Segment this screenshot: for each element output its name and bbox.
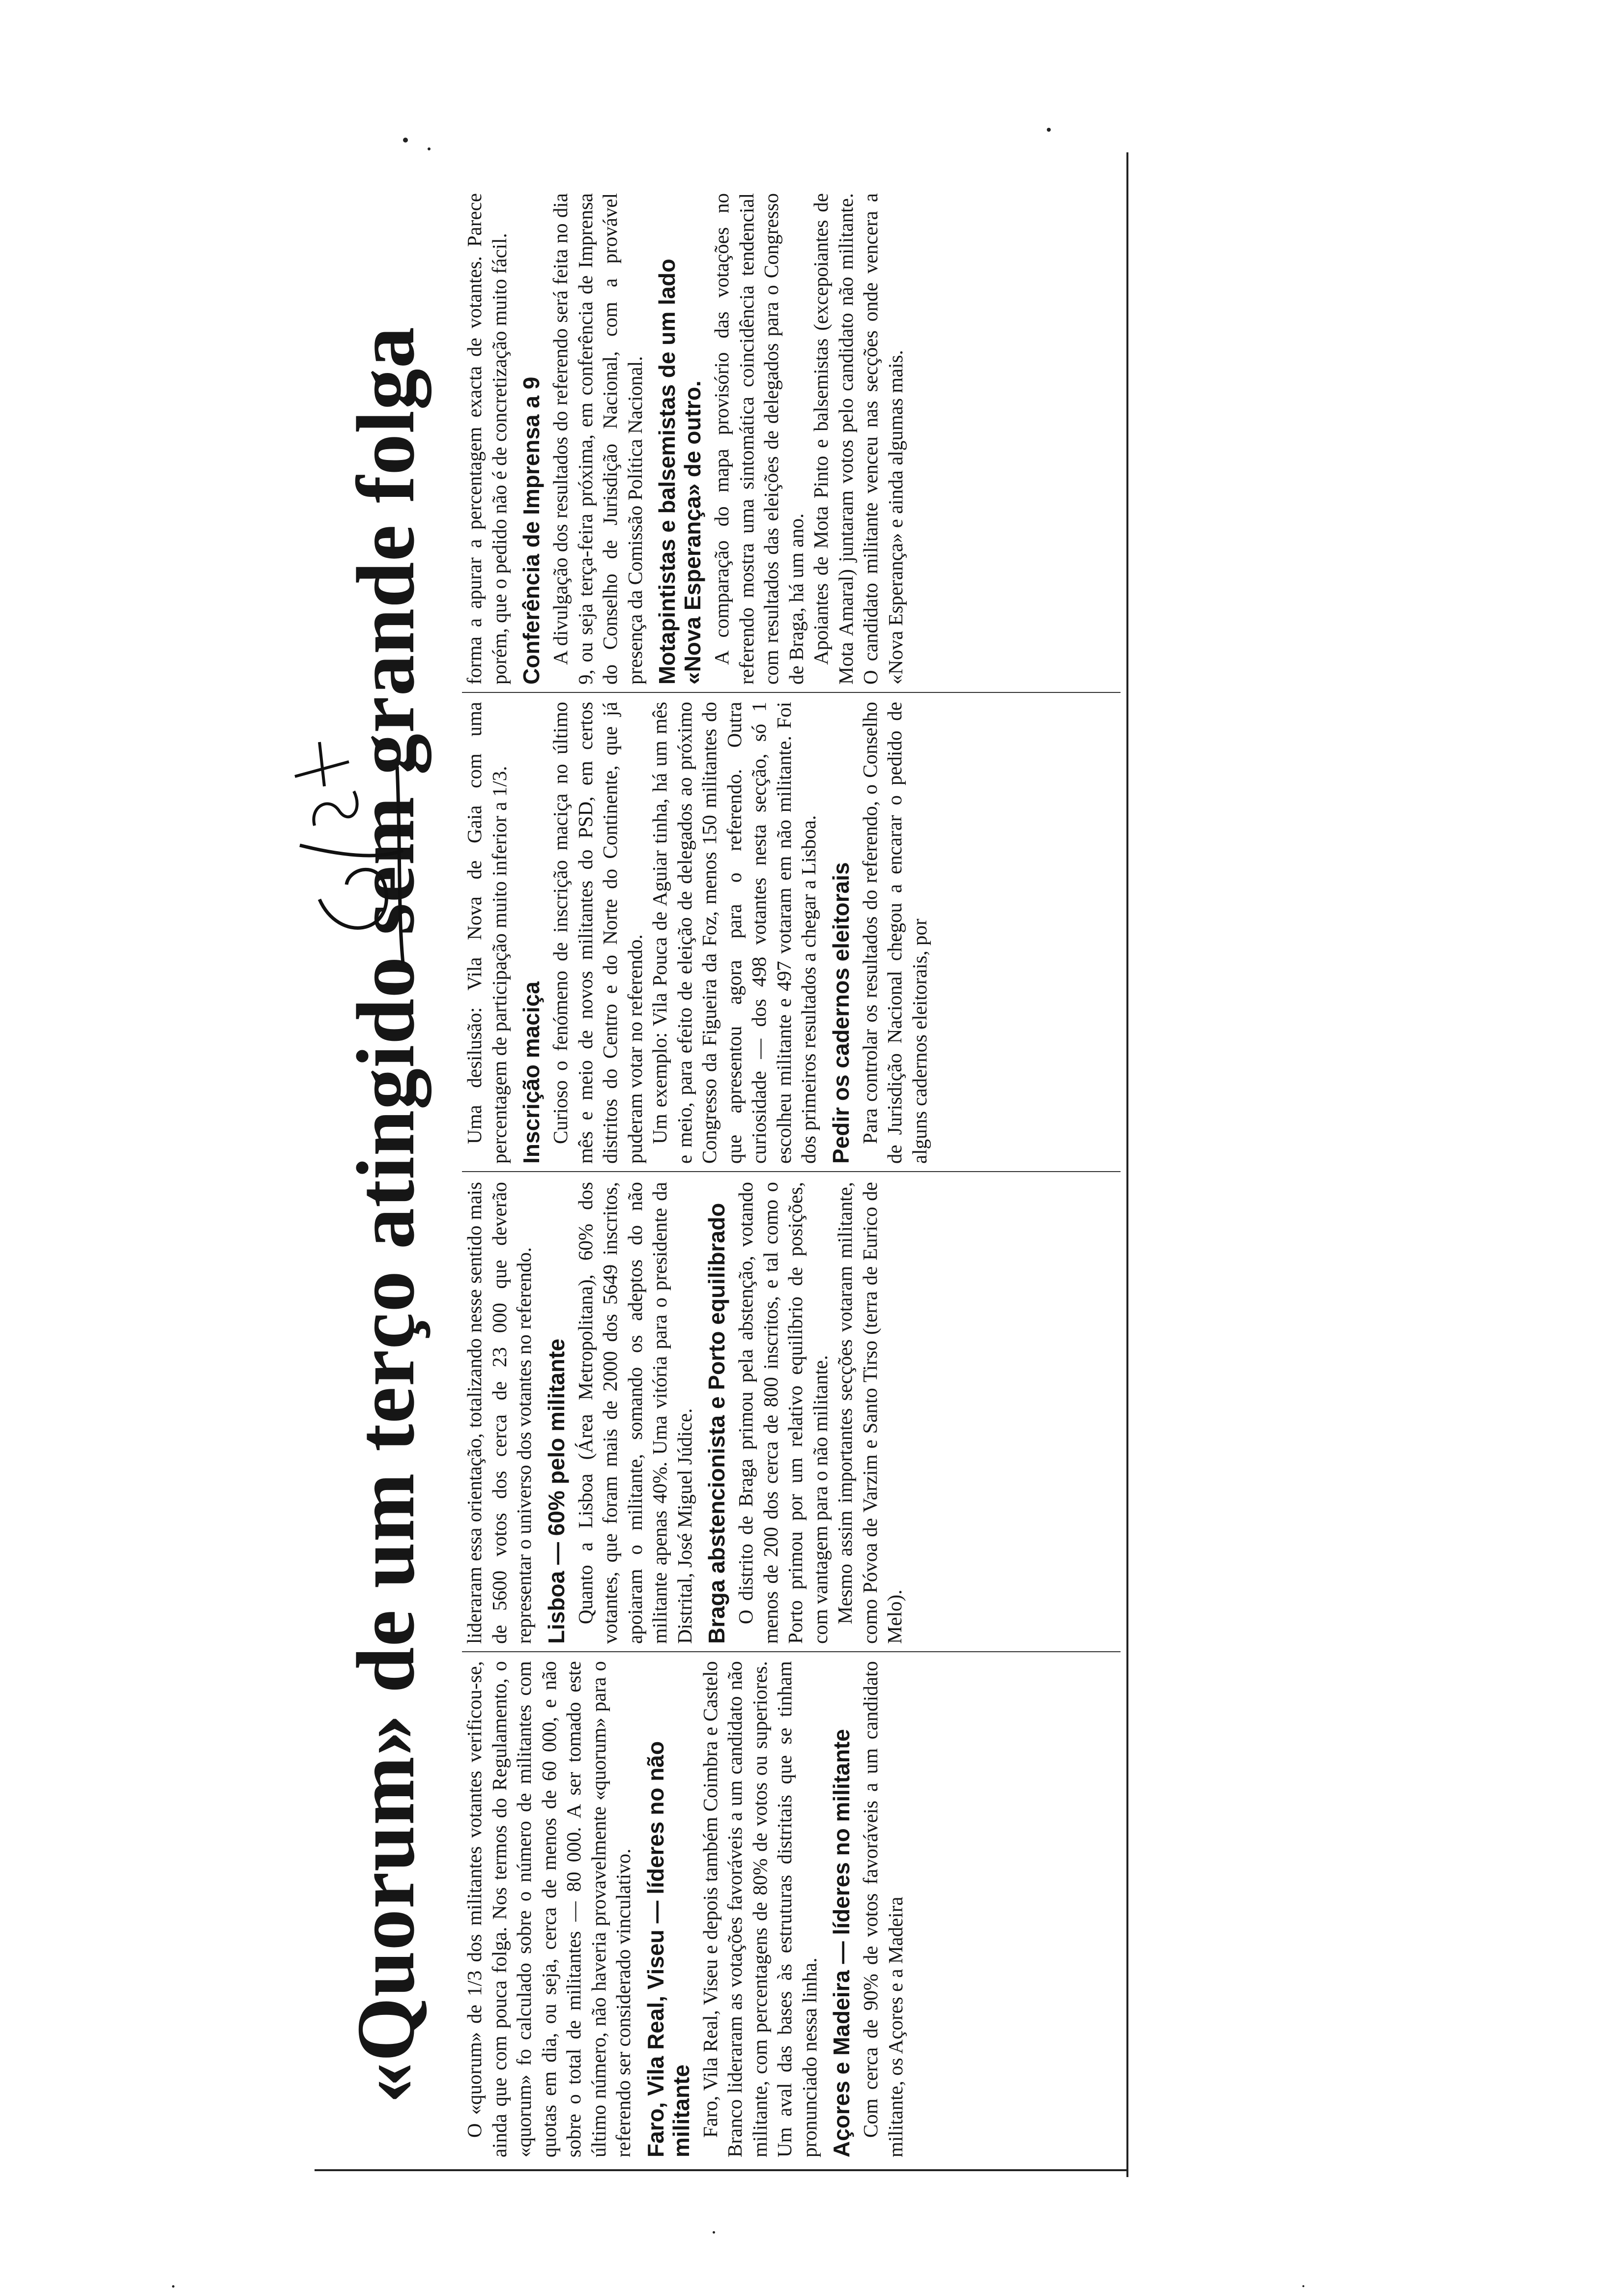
subheading: Lisboa — 60% pelo militante [543, 1338, 569, 1644]
paragraph: Um exemplo: Vila Pouca de Aguiar tinha, há um mês e meio, para efeito de eleição de delegados ao próximo Congresso da Figueira da Foz, menos 150 militantes do que apresentou agora para o referendo. Outra curiosidade — dos 498 votantes nesta secção, só 1 escolheu militante e 497 votaram em não militante. Foi dos primeiros resultados a chegar a Lisboa. [648, 702, 820, 1164]
scan-speck [403, 138, 408, 143]
paragraph: Com cerca de 90% de votos favoráveis a um candidato militante, os Açores e a Madeira [859, 1661, 907, 2157]
paragraph: A divulgação dos resultados do referendo será feita no dia 9, ou seja terça-feira próxima, em conferência de Imprensa do Conselho de Jurisdição Nacional, com a provável presença da Comissão Política Nacional. [549, 193, 646, 685]
handwritten-scribble [280, 698, 442, 973]
paragraph: A comparação do mapa provisório das votações no referendo mostra uma sintomática coincidência tendencial com resultados das eleições de delegados para o Congresso de Braga, há um ano. [710, 193, 807, 685]
subheading: Inscrição maciça [518, 981, 544, 1164]
paragraph: Quanto a Lisboa (Área Metropolitana), 60% dos votantes, que foram mais de 2000 dos 5649 inscritos, apoiaram o militante, somando os adeptos do não militante apenas 40%. Uma vitória para o presidente da Distrital, José Miguel Júdice. [574, 1182, 696, 1644]
article-column-2 [462, 1182, 907, 1644]
scan-speck [428, 147, 431, 150]
paragraph: Faro, Vila Real, Viseu e depois também Coimbra e Castelo Branco lideraram as votações favoráveis a um candidato não militante, com percentagens de 80% de votos ou superiores. Um aval das bases às estruturas distritais que se tinham pronunciado nessa linha. [698, 1661, 821, 2157]
paragraph: O «quorum» de 1/3 dos militantes votantes verificou-se, ainda que com pouca folga. Nos termos do Regulamento, o «quorum» fo calculado sobre o número de militantes com quotas em dia, ou seja, cerca de menos de 60 000, e não sobre o total de militantes — 80 000. A ser tomado este último número, não haveria provavelmente «quorum» para o referendo ser considerado vinculativo. [463, 1661, 634, 2157]
paragraph: Apoiantes de Mota Pinto e balsemistas (excepoiantes de Mota Amaral) juntaram votos pelo candidato não militante. O candidato militante venceu nas secções onde vencera a «Nova Esperança» e ainda algumas mais. [809, 193, 907, 685]
scan-speck [713, 2231, 715, 2234]
clipping-border-top [315, 2169, 1128, 2171]
subheading: Motapintistas e balsemistas de um lado «Nova Esperança» de outro. [654, 258, 705, 685]
subheading: Faro, Vila Real, Viseu — líderes no não militante [642, 1741, 694, 2157]
paragraph: forma a apurar a percentagem exacta de votantes. Parece porém, que o pedido não é de concretização muito fácil. [463, 193, 511, 685]
scan-speck [172, 2285, 174, 2288]
article-column-1 [462, 1661, 908, 2157]
column-rule [462, 1651, 1121, 1652]
paragraph: O distrito de Braga primou pela abstenção, votando menos de 200 dos cerca de 800 inscritos, e tal como o Porto primou por um relativo equilíbrio de posições, com vantagem para o não militante. [734, 1182, 832, 1644]
subheading: Conferência de Imprensa a 9 [518, 376, 544, 685]
clipping-border-left [1126, 152, 1128, 2177]
article-column-3 [462, 702, 932, 1164]
scan-speck [1047, 128, 1051, 132]
paragraph: Mesmo assim importantes secções votaram militante, como Póvoa de Varzim e Santo Tirso (terra de Eurico de Melo). [834, 1182, 906, 1644]
paragraph: Para controlar os resultados do referendo, o Conselho de Jurisdição Nacional chegou a encarar o pedido de alguns cadernos eleitorais, por [858, 702, 931, 1164]
paragraph: Uma desilusão: Vila Nova de Gaia com uma percentagem de participação muito inferior a 1/3. [463, 702, 511, 1164]
headline: «Quorum» de um terço atingido sem grande folga [340, 326, 432, 2103]
subheading: Açores e Madeira — líderes no militante [829, 1729, 854, 2157]
paragraph: Curioso o fenómeno de inscrição maciça no último mês e meio de novos militantes do PSD, em certos distritos do Centro e do Norte do Continente, que já puderam votar no referendo. [549, 702, 646, 1164]
column-rule [462, 692, 1121, 693]
scan-speck [1302, 2285, 1304, 2287]
newspaper-clipping [315, 152, 1130, 2177]
column-rule [462, 1171, 1121, 1172]
article-column-4 [462, 193, 908, 685]
paragraph: lideraram essa orientação, totalizando nesse sentido mais de 5600 votos dos cerca de 23 000 que deverão representar o universo dos votantes no referendo. [463, 1182, 535, 1644]
subheading: Braga abstencionista e Porto equilibrado [704, 1203, 729, 1644]
subheading: Pedir os cadernos eleitorais [828, 862, 854, 1164]
